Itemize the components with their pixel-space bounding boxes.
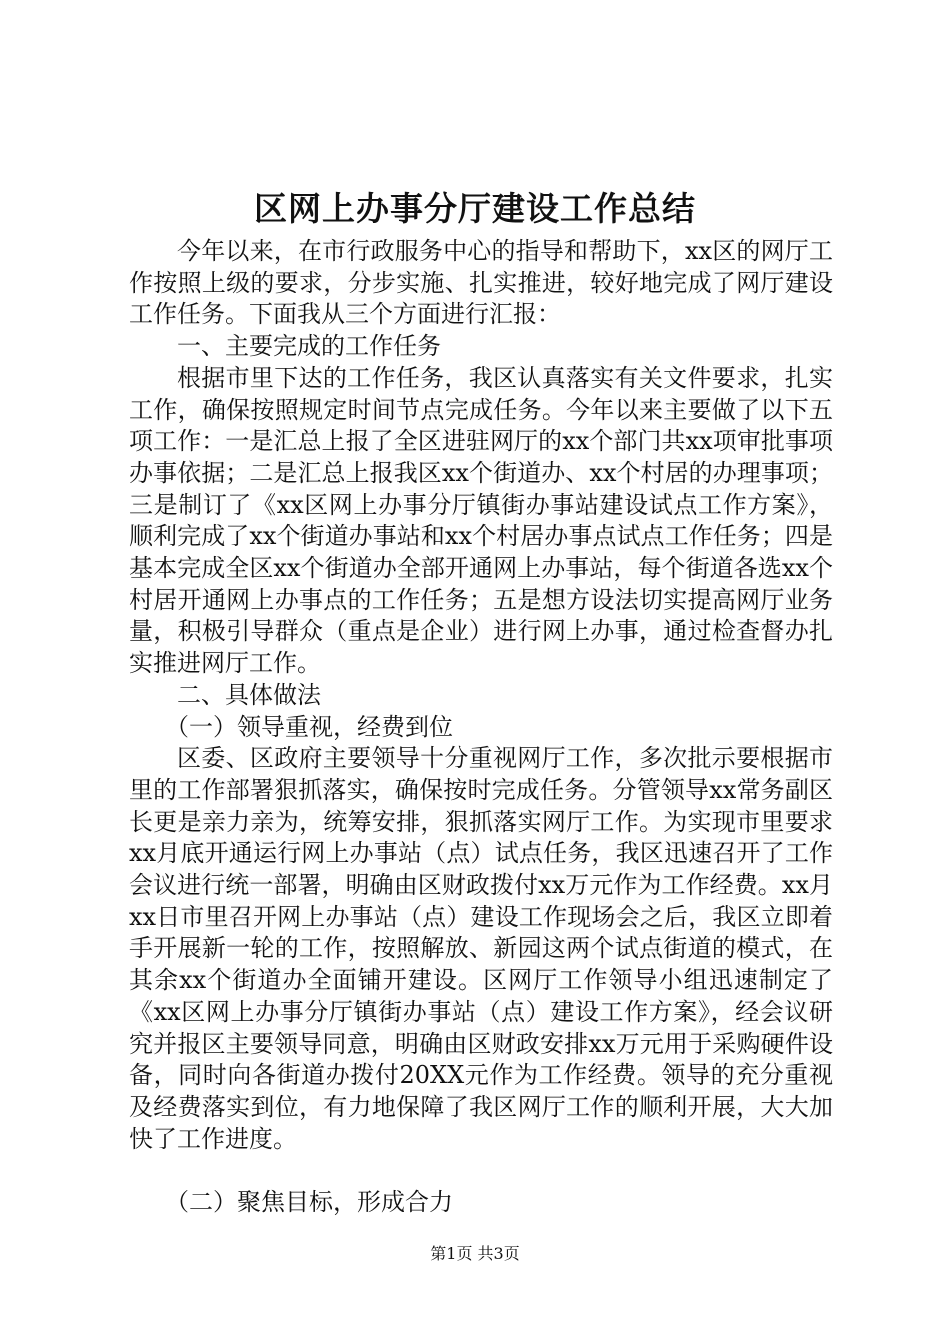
subsection-1-paragraph: 区委、区政府主要领导十分重视网厅工作，多次批示要根据市里的工作部署狠抓落实，确保按时完成任务。分管领导xx常务副区长更是亲力亲为，统筹安排，狠抓落实网厅工作。为实现市里要求xx月底开通运行网上办事站（点）试点任务，我区迅速召开了工作会议进行统一部署，明确由区财政拨付xx万元作为工作经费。xx月xx日市里召开网上办事站（点）建设工作现场会之后，我区立即着手开展新一轮的工作，按照解放、新园这两个试点街道的模式，在其余xx个街道办全面铺开建设。区网厅工作领导小组迅速制定了《xx区网上办事分厅镇街办事站（点）建设工作方案》，经会议研究并报区主要领导同意，明确由区财政安排xx万元用于采购硬件设备，同时向各街道办拨付20XX元作为工作经费。领导的充分重视及经费落实到位，有力地保障了我区网厅工作的顺利开展，大大加快了工作进度。 bbox=[129, 744, 833, 1153]
section-1-paragraph: 根据市里下达的工作任务，我区认真落实有关文件要求，扎实工作，确保按照规定时间节点完成任务。今年以来主要做了以下五项工作：一是汇总上报了全区进驻网厅的xx个部门共xx项审批事项办事依据；二是汇总上报我区xx个街道办、xx个村居的办理事项；三是制订了《xx区网上办事分厅镇街办事站建设试点工作方案》，顺利完成了xx个街道办事站和xx个村居办事点试点工作任务；四是基本完成全区xx个街道办全部开通网上办事站，每个街道各选xx个村居开通网上办事点的工作任务；五是想方设法切实提高网厅业务量，积极引导群众（重点是企业）进行网上办事，通过检查督办扎实推进网厅工作。 bbox=[129, 363, 833, 678]
document-body bbox=[129, 236, 833, 1219]
page-title: 区网上办事分厅建设工作总结 bbox=[254, 189, 696, 228]
paragraph-spacer bbox=[129, 1155, 833, 1187]
section-heading-2: 二、具体做法 bbox=[177, 680, 321, 709]
subsection-heading-2: （二）聚焦目标，形成合力 bbox=[165, 1188, 453, 1217]
page-footer: 第1页 共3页 bbox=[430, 1244, 520, 1263]
subsection-heading-1: （一）领导重视，经费到位 bbox=[165, 712, 453, 741]
section-heading-1: 一、主要完成的工作任务 bbox=[177, 332, 441, 361]
intro-paragraph: 今年以来，在市行政服务中心的指导和帮助下，xx区的网厅工作按照上级的要求，分步实施、扎实推进，较好地完成了网厅建设工作任务。下面我从三个方面进行汇报： bbox=[129, 237, 833, 329]
